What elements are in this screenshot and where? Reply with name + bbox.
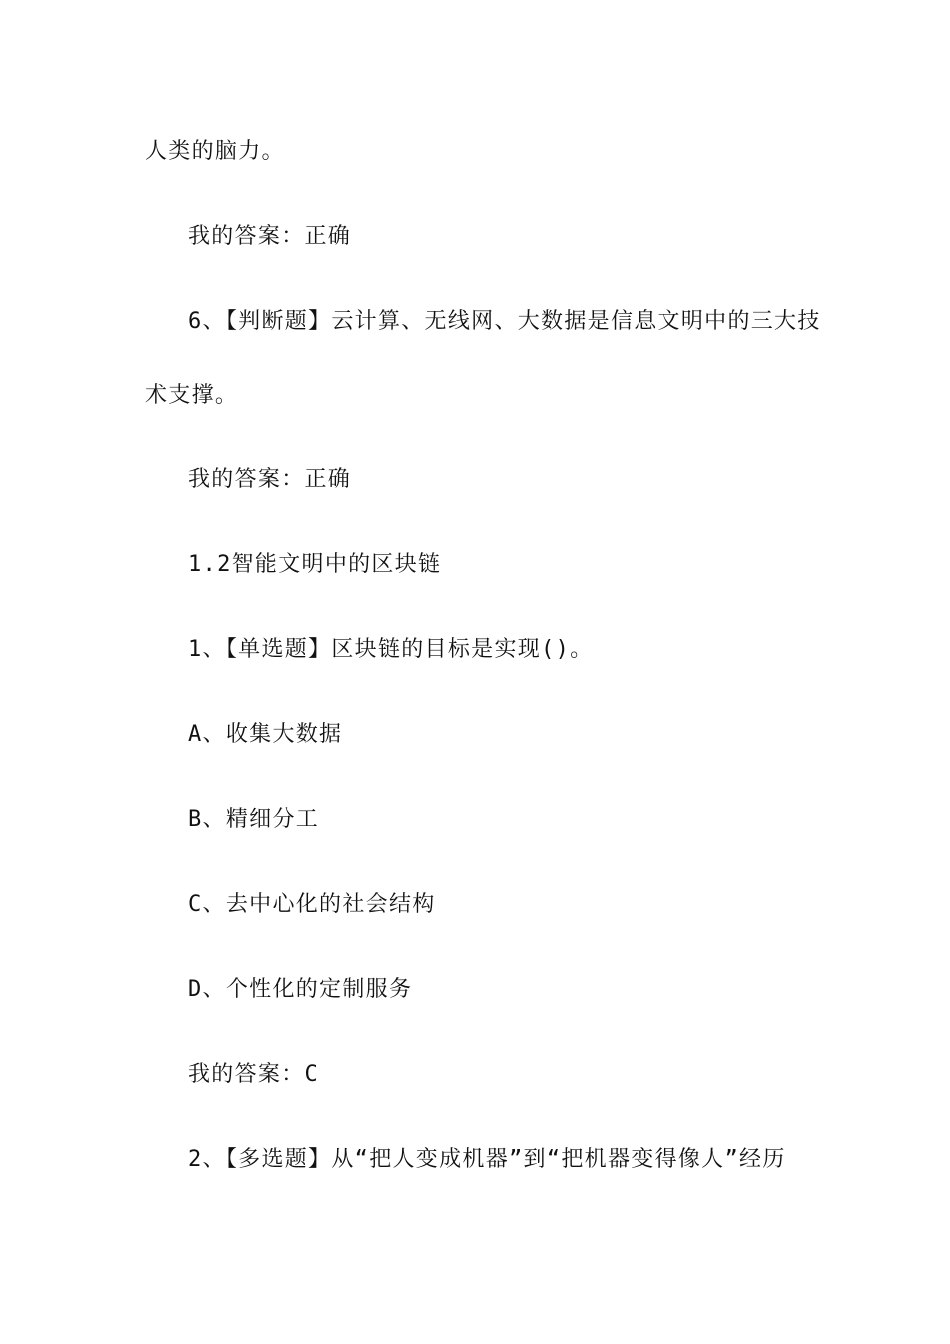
option-a: A、收集大数据	[188, 722, 343, 747]
question-6-line-1: 6、【判断题】云计算、无线网、大数据是信息文明中的三大技	[188, 309, 821, 334]
question-1-line: 1、【单选题】区块链的目标是实现()。	[188, 637, 594, 662]
answer-line: 我的答案：正确	[188, 224, 352, 249]
text-line-continuation: 人类的脑力。	[145, 139, 285, 164]
answer-line: 我的答案：C	[188, 1062, 320, 1087]
section-heading: 1.2智能文明中的区块链	[188, 552, 442, 577]
answer-line: 我的答案：正确	[188, 467, 352, 492]
option-c: C、去中心化的社会结构	[188, 892, 436, 917]
option-b: B、精细分工	[188, 807, 320, 832]
question-2-line-1: 2、【多选题】从“把人变成机器”到“把机器变得像人”经历	[188, 1147, 786, 1172]
option-d: D、个性化的定制服务	[188, 977, 413, 1002]
question-6-line-2: 术支撑。	[145, 383, 239, 408]
